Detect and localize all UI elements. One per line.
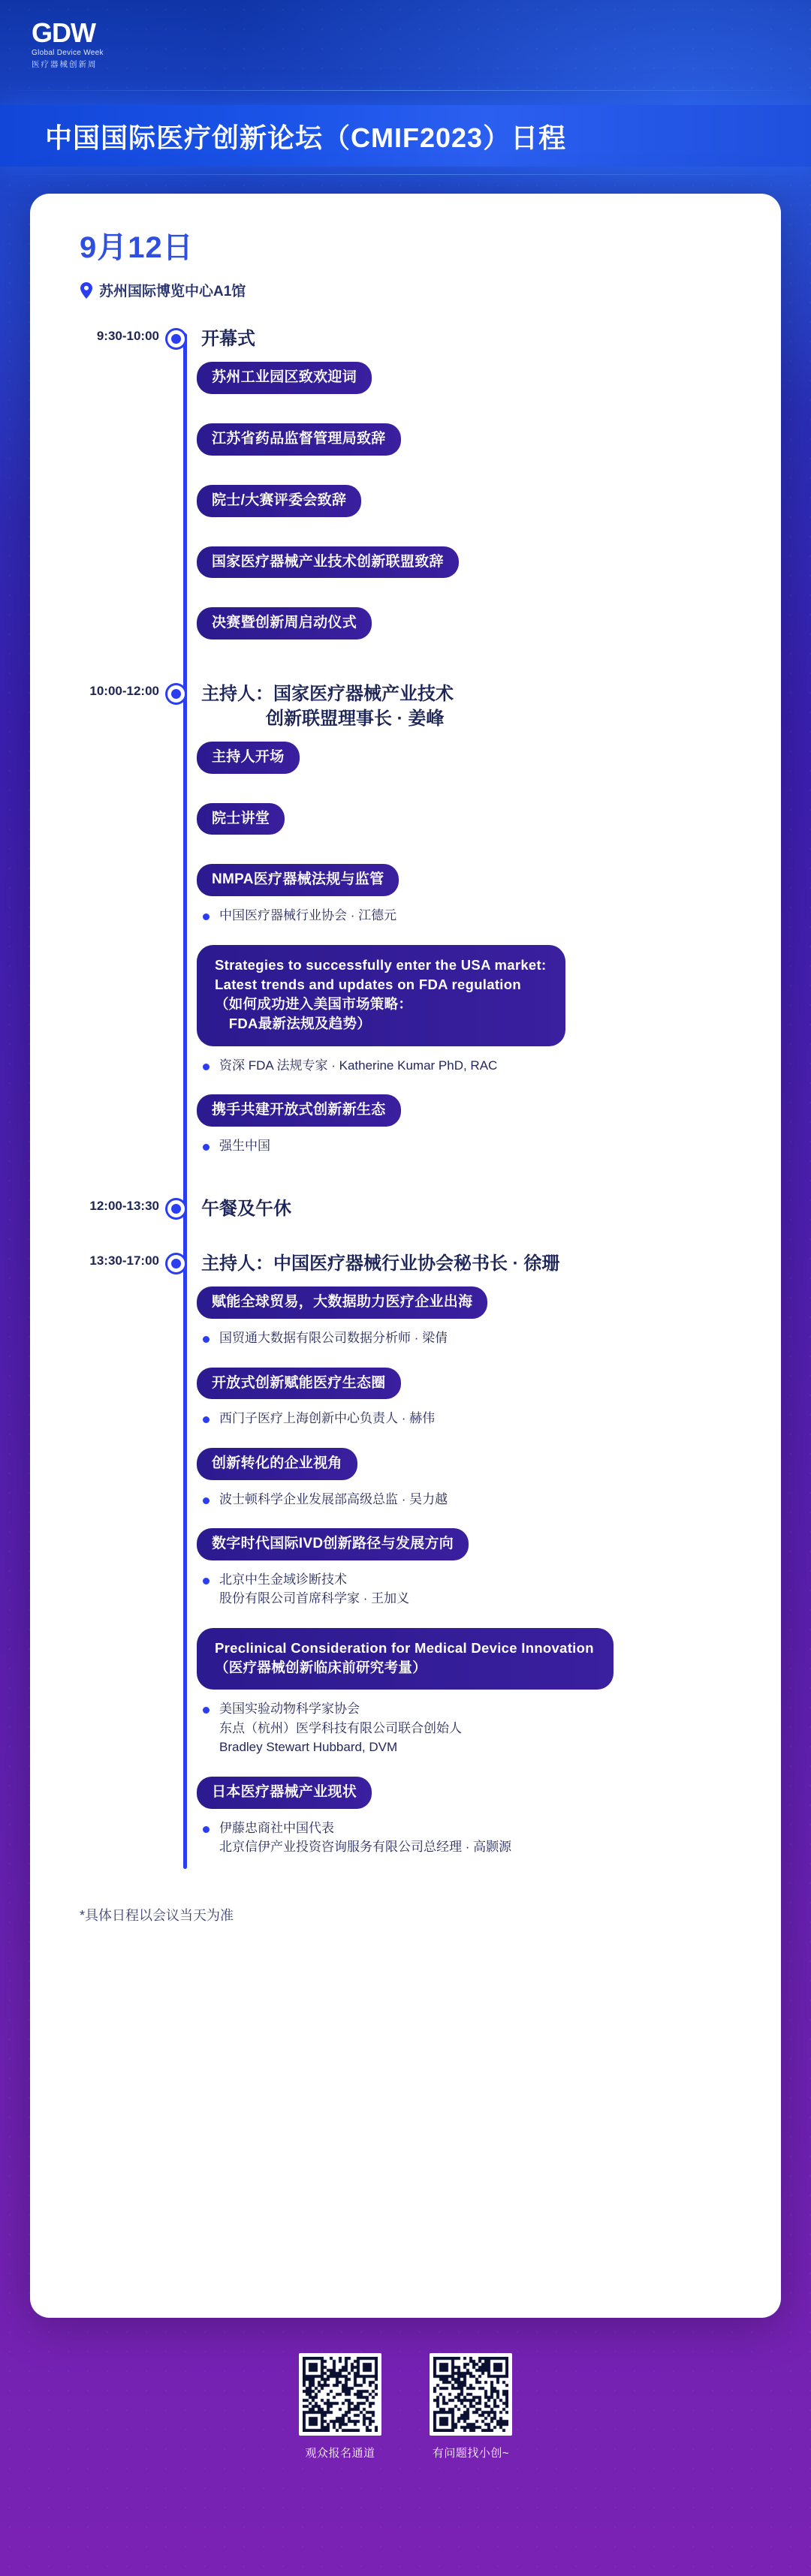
row-content — [197, 1197, 781, 1221]
session-title-line: FDA最新法规及趋势） — [215, 1016, 372, 1032]
row-content — [197, 682, 781, 1167]
session-title-line: （医疗器械创新临床前研究考量） — [215, 1660, 427, 1676]
session-item — [197, 607, 751, 649]
session-title-pill: 携手共建开放式创新新生态 — [197, 1094, 401, 1127]
session-title-pill: 开放式创新赋能医疗生态圈 — [197, 1368, 401, 1400]
session-item — [197, 803, 751, 845]
row-content — [197, 1252, 781, 1869]
location-pin-icon — [80, 282, 93, 299]
decor-glow-line-under-banner — [0, 174, 811, 175]
qr-code-icon — [299, 2353, 381, 2436]
gdw-logo — [32, 17, 104, 70]
qr-label: 观众报名通道 — [305, 2447, 375, 2460]
qr-label: 有问题找小创~ — [432, 2447, 510, 2460]
footnote: *具体日程以会议当天为准 — [80, 1907, 234, 1923]
session-item — [197, 1777, 751, 1857]
session-title-line: （如何成功进入美国市场策略： — [215, 996, 413, 1013]
timeline-dot-icon — [167, 1200, 185, 1217]
session-speaker — [203, 1490, 751, 1509]
row-spacer — [30, 652, 781, 682]
row-marker — [167, 1197, 197, 1221]
row-spacer — [30, 1167, 781, 1197]
timeline-dot-icon — [167, 330, 185, 348]
session-list — [197, 362, 751, 649]
timeline-row — [30, 327, 781, 652]
session-title-pill: 主持人开场 — [197, 742, 300, 774]
qr-footer — [0, 2353, 811, 2460]
row-heading: 午餐及午休 — [201, 1199, 291, 1220]
row-time: 12:00-13:30 — [89, 1199, 159, 1214]
logo-wordmark: GDW — [32, 17, 95, 48]
row-marker — [167, 682, 197, 1167]
session-title-line: Latest trends and updates on FDA regulation — [215, 976, 521, 992]
session-title-pill: 国家医疗器械产业技术创新联盟致辞 — [197, 546, 459, 579]
speaker-line: 波士顿科学企业发展部高级总监 · 吴力越 — [219, 1491, 448, 1506]
timeline-row — [30, 1252, 781, 1869]
session-title-pill: 日本医疗器械产业现状 — [197, 1777, 372, 1809]
speaker-line: 西门子医疗上海创新中心负责人 · 赫伟 — [219, 1411, 436, 1426]
logo-subtitle-en: Global Device Week — [32, 49, 104, 57]
timeline-row — [30, 682, 781, 1167]
session-item — [197, 864, 751, 925]
date-block — [30, 224, 781, 300]
session-item — [197, 485, 751, 527]
session-title-pill: 江苏省药品监督管理局致辞 — [197, 423, 401, 456]
session-list — [197, 742, 751, 1156]
session-item — [197, 1528, 751, 1608]
timeline-dot-icon — [167, 1255, 185, 1272]
session-title-pill: 决赛暨创新周启动仪式 — [197, 607, 372, 639]
speaker-line: 北京信伊产业投资咨询服务有限公司总经理 · 高颢源 — [219, 1840, 512, 1855]
session-title-pill — [197, 945, 565, 1046]
session-speaker — [203, 1819, 751, 1857]
timeline-rows — [30, 327, 781, 1869]
speaker-line: 伊藤忠商社中国代表 — [219, 1820, 334, 1835]
qr-item-support[interactable] — [430, 2353, 512, 2460]
schedule-date: 9月12日 — [80, 231, 194, 264]
row-time: 10:00-12:00 — [89, 684, 159, 699]
logo-subtitle-cn: 医疗器械创新周 — [32, 60, 98, 69]
session-title-pill: 数字时代国际IVD创新路径与发展方向 — [197, 1528, 469, 1560]
title-banner — [0, 105, 811, 167]
session-item — [197, 1286, 751, 1347]
row-heading-second-line: 创新联盟理事长 · 姜峰 — [266, 708, 445, 729]
session-item — [197, 945, 751, 1076]
session-item — [197, 1368, 751, 1428]
speaker-line: 资深 FDA 法规专家 · Katherine Kumar PhD, RAC — [219, 1058, 498, 1073]
session-item — [197, 546, 751, 588]
session-speaker — [203, 1409, 751, 1428]
session-item — [197, 742, 751, 784]
venue-row — [80, 280, 781, 300]
session-list — [197, 1286, 751, 1856]
session-speaker — [203, 1570, 751, 1608]
row-marker — [167, 327, 197, 652]
row-marker — [167, 1252, 197, 1869]
session-title-pill — [197, 1628, 614, 1690]
row-time: 13:30-17:00 — [89, 1253, 159, 1268]
session-item — [197, 362, 751, 404]
speaker-line: 东点（杭州）医学科技有限公司联合创始人 — [219, 1720, 462, 1735]
session-item — [197, 1448, 751, 1509]
session-title-pill: 院士/大赛评委会致辞 — [197, 485, 361, 517]
speaker-line: Bradley Stewart Hubbard, DVM — [219, 1740, 398, 1755]
decor-glow-line-top — [0, 90, 811, 91]
session-speaker — [203, 1699, 751, 1757]
timeline-row — [30, 1197, 781, 1221]
session-title-pill: 赋能全球贸易，大数据助力医疗企业出海 — [197, 1286, 487, 1319]
venue-name: 苏州国际博览中心A1馆 — [99, 284, 246, 299]
session-title-pill: 院士讲堂 — [197, 803, 285, 835]
speaker-line: 美国实验动物科学家协会 — [219, 1702, 360, 1717]
schedule-card — [30, 194, 781, 2318]
row-time: 9:30-10:00 — [96, 329, 159, 343]
page-title: 中国国际医疗创新论坛（CMIF2023）日程 — [45, 122, 567, 153]
speaker-line: 股份有限公司首席科学家 · 王加义 — [219, 1591, 410, 1606]
speaker-line: 中国医疗器械行业协会 · 江德元 — [219, 908, 397, 923]
row-heading: 主持人：中国医疗器械行业协会秘书长 · 徐珊 — [201, 1253, 560, 1274]
session-item — [197, 1094, 751, 1155]
session-title-pill: 创新转化的企业视角 — [197, 1448, 357, 1480]
session-speaker — [203, 1329, 751, 1348]
row-heading: 开幕式 — [201, 329, 255, 349]
session-item — [197, 423, 751, 465]
timeline — [30, 327, 781, 1869]
session-title-line: Strategies to successfully enter the USA market: — [215, 956, 547, 973]
row-heading: 主持人：国家医疗器械产业技术 创新联盟理事长 · 姜峰 — [197, 682, 751, 731]
speaker-line: 北京中生金域诊断技术 — [219, 1572, 347, 1587]
session-speaker — [203, 1056, 751, 1076]
session-title-pill: NMPA医疗器械法规与监管 — [197, 864, 399, 896]
qr-code-icon — [430, 2353, 512, 2436]
qr-item-audience[interactable] — [299, 2353, 381, 2460]
session-speaker — [203, 906, 751, 925]
session-speaker — [203, 1136, 751, 1156]
speaker-line: 国贸通大数据有限公司数据分析师 · 梁倩 — [219, 1331, 448, 1346]
session-title-line: Preclinical Consideration for Medical Device Innovation — [215, 1639, 594, 1656]
speaker-line: 强生中国 — [219, 1138, 270, 1153]
row-content — [197, 327, 781, 652]
session-title-pill: 苏州工业园区致欢迎词 — [197, 362, 372, 394]
row-spacer — [30, 1222, 781, 1252]
session-item — [197, 1628, 751, 1757]
timeline-dot-icon — [167, 685, 185, 703]
